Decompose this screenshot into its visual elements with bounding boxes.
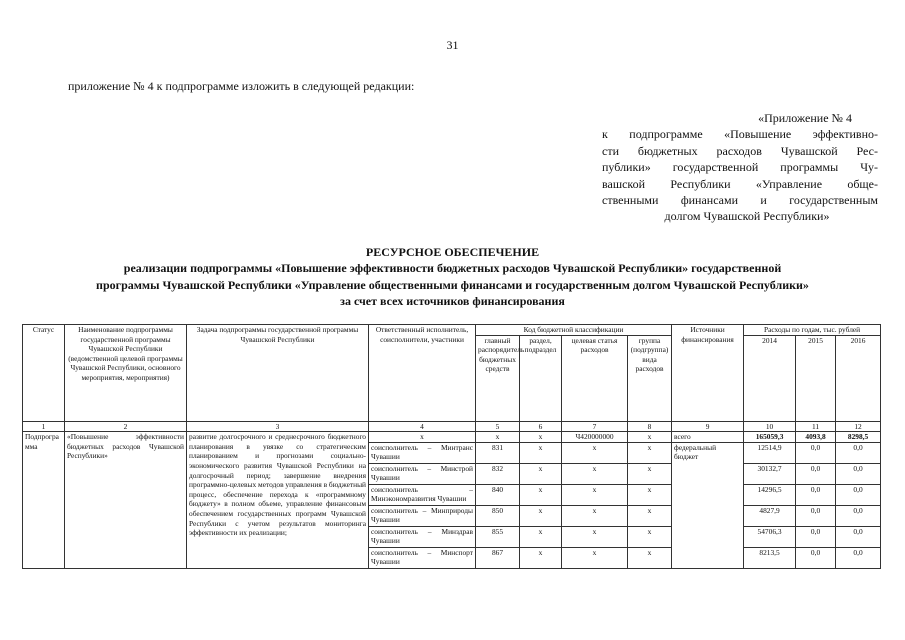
intro-text: приложение № 4 к подпрограмме изложить в следующей редакции: (68, 79, 415, 93)
value-2016-cell: 0,0 (836, 505, 881, 526)
column-number: 4 (369, 421, 476, 432)
col-year-2015: 2015 (796, 335, 836, 421)
section-cell: x (520, 547, 562, 568)
column-number: 6 (520, 421, 562, 432)
value-2014-cell: 165059,3 (744, 432, 796, 443)
group-cell: x (628, 442, 672, 463)
subprogram-name-cell: «Повышение эффективности бюджетных расходов Чувашской Республики» (65, 432, 187, 569)
column-number: 9 (672, 421, 744, 432)
resource-table (22, 324, 881, 569)
executor-cell: соисполнитель – Минстрой Чувашии (369, 463, 476, 484)
col-year-2016: 2016 (836, 335, 881, 421)
page-number: 31 (446, 38, 459, 52)
value-2015-cell: 0,0 (796, 463, 836, 484)
col-section-header: раздел, подраздел (520, 335, 562, 421)
table-row (23, 432, 881, 443)
target-cell: x (562, 505, 628, 526)
value-2014-cell: 54706,3 (744, 526, 796, 547)
value-2016-cell: 0,0 (836, 463, 881, 484)
executor-cell: соисполнитель – Минэкономразвития Чувашии (369, 484, 476, 505)
section-cell: x (520, 432, 562, 443)
heading-line: за счет всех источников финансирования (340, 294, 565, 309)
value-2016-cell: 0,0 (836, 442, 881, 463)
status-cell: Подпрограмма (23, 432, 65, 569)
target-cell: Ч420000000 (562, 432, 628, 443)
target-cell: x (562, 526, 628, 547)
appendix-line: к подпрограмме «Повышение эффективно- (602, 127, 878, 142)
col-grbs-header: главный распорядитель бюджетных средств (476, 335, 520, 421)
appendix-line: вашской Республики «Управление обще- (602, 176, 878, 191)
col-task-header: Задача подпрограммы государственной программы Чувашской Республики (187, 325, 369, 422)
value-2016-cell: 8298,5 (836, 432, 881, 443)
grbs-cell: 832 (476, 463, 520, 484)
column-number: 11 (796, 421, 836, 432)
group-cell: x (628, 463, 672, 484)
col-target-header: целевая статья расходов (562, 335, 628, 421)
heading-line: реализации подпрограммы «Повышение эффективности бюджетных расходов Чувашской Республики» государственной (123, 261, 782, 276)
table-header-row (23, 325, 881, 336)
appendix-line: публики» государственной программы Чу- (602, 160, 878, 175)
column-number-row (23, 421, 881, 432)
grbs-cell: 855 (476, 526, 520, 547)
column-number: 10 (744, 421, 796, 432)
value-2014-cell: 14296,5 (744, 484, 796, 505)
group-cell: x (628, 547, 672, 568)
value-2015-cell: 4093,8 (796, 432, 836, 443)
heading-title: РЕСУРСНОЕ ОБЕСПЕЧЕНИЕ (365, 245, 540, 259)
grbs-cell: 867 (476, 547, 520, 568)
col-source-header: Источники финансирования (672, 325, 744, 422)
group-cell: x (628, 432, 672, 443)
grbs-cell: 850 (476, 505, 520, 526)
executor-cell: соисполнитель – Минприроды Чувашии (369, 505, 476, 526)
source-cell: федеральный бюджет (672, 442, 744, 568)
heading-line: программы Чувашской Республики «Управление общественными финансами и государственным долгом Чувашской Республики» (96, 277, 809, 292)
grbs-cell: x (476, 432, 520, 443)
value-2014-cell: 4827,9 (744, 505, 796, 526)
group-cell: x (628, 484, 672, 505)
col-executor-header: Ответственный исполнитель, соисполнители, участники (369, 325, 476, 422)
group-cell: x (628, 526, 672, 547)
value-2015-cell: 0,0 (796, 547, 836, 568)
task-cell: развитие долгосрочного и среднесрочного бюджетного планирования в увязке со стратегическим планированием и прогнозами социально-экономического развития Чувашской Республики на долгосрочный период; завершение внедрения программно-целевых методов управления в бюджетный процесс, обеспечение перехода к «программному бюджету» в полном объеме, управление финансовым обеспечением государственных программ Чувашской Республики с учетом результатов мониторинга эффективности их реализации; (187, 432, 369, 569)
value-2014-cell: 30132,7 (744, 463, 796, 484)
column-number: 12 (836, 421, 881, 432)
document-heading (30, 244, 875, 310)
appendix-line: ственными финансами и государственным (602, 193, 878, 208)
column-number: 5 (476, 421, 520, 432)
value-2014-cell: 8213,5 (744, 547, 796, 568)
target-cell: x (562, 484, 628, 505)
appendix-last-line: долгом Чувашской Республики» (664, 209, 830, 224)
value-2015-cell: 0,0 (796, 442, 836, 463)
value-2016-cell: 0,0 (836, 526, 881, 547)
target-cell: x (562, 442, 628, 463)
executor-cell: соисполнитель – Минтранс Чувашии (369, 442, 476, 463)
target-cell: x (562, 547, 628, 568)
target-cell: x (562, 463, 628, 484)
col-year-2014: 2014 (744, 335, 796, 421)
col-status-header: Статус (23, 325, 65, 422)
col-group-header: группа (подгруппа) вида расходов (628, 335, 672, 421)
section-cell: x (520, 463, 562, 484)
section-cell: x (520, 484, 562, 505)
column-number: 1 (23, 421, 65, 432)
grbs-cell: 840 (476, 484, 520, 505)
group-cell: x (628, 505, 672, 526)
col-budget-code-header: Код бюджетной классификации (476, 325, 672, 336)
executor-cell: соисполнитель – Минспорт Чувашии (369, 547, 476, 568)
value-2015-cell: 0,0 (796, 484, 836, 505)
column-number: 8 (628, 421, 672, 432)
grbs-cell: 831 (476, 442, 520, 463)
value-2014-cell: 12514,9 (744, 442, 796, 463)
section-cell: x (520, 442, 562, 463)
value-2016-cell: 0,0 (836, 484, 881, 505)
col-years-header: Расходы по годам, тыс. рублей (744, 325, 881, 336)
value-2016-cell: 0,0 (836, 547, 881, 568)
appendix-line: сти бюджетных расходов Чувашской Рес- (602, 143, 878, 158)
value-2015-cell: 0,0 (796, 526, 836, 547)
column-number: 3 (187, 421, 369, 432)
column-number: 7 (562, 421, 628, 432)
col-name-header: Наименование подпрограммы государственной программы Чувашской Республики (ведомственной целевой программы Чувашской Республики, основного мероприятия, мероприятия) (65, 325, 187, 422)
executor-cell: соисполнитель – Минздрав Чувашии (369, 526, 476, 547)
source-cell: всего (672, 432, 744, 443)
column-number: 2 (65, 421, 187, 432)
appendix-title: «Приложение № 4 (758, 111, 852, 125)
value-2015-cell: 0,0 (796, 505, 836, 526)
section-cell: x (520, 526, 562, 547)
executor-cell: x (369, 432, 476, 443)
section-cell: x (520, 505, 562, 526)
appendix-block (602, 110, 878, 225)
